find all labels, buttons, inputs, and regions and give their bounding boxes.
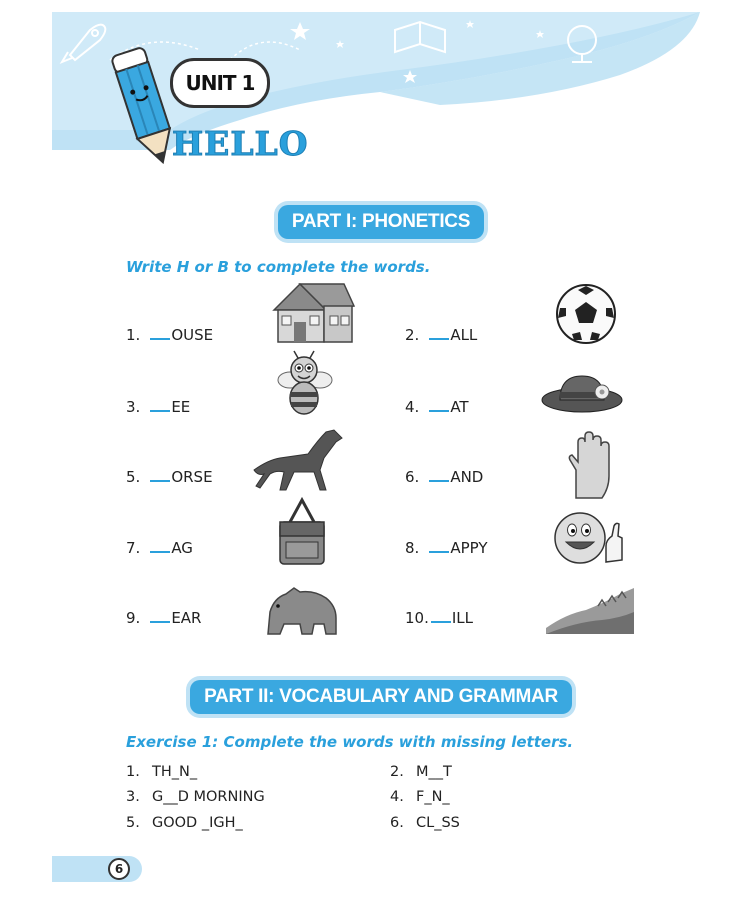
item-word: OUSE bbox=[171, 326, 214, 344]
item-number: 2. bbox=[405, 326, 420, 344]
answer-blank[interactable] bbox=[429, 395, 449, 412]
part2-instruction: Exercise 1: Complete the words with missing letters. bbox=[126, 733, 574, 751]
phonetics-item-3 bbox=[126, 395, 190, 416]
item-word: AND bbox=[450, 468, 484, 486]
header-banner bbox=[0, 0, 747, 200]
vocab-item-6 bbox=[390, 815, 460, 831]
item-number: 7. bbox=[126, 539, 141, 557]
item-word[interactable]: TH_N_ bbox=[152, 764, 198, 780]
item-word: EE bbox=[171, 398, 191, 416]
phonetics-item-10 bbox=[405, 606, 473, 627]
phonetics-item-5 bbox=[126, 465, 213, 486]
item-number: 1. bbox=[126, 764, 140, 780]
item-word: AG bbox=[171, 539, 193, 557]
vocab-item-2 bbox=[390, 764, 452, 780]
happy-face-icon bbox=[552, 510, 624, 566]
vocab-item-5 bbox=[126, 815, 243, 831]
lesson-title: HELLO bbox=[172, 124, 309, 163]
item-word: ALL bbox=[450, 326, 478, 344]
house-icon bbox=[270, 280, 356, 346]
bear-icon bbox=[264, 584, 340, 638]
item-word: AT bbox=[450, 398, 469, 416]
answer-blank[interactable] bbox=[150, 606, 170, 623]
item-number: 3. bbox=[126, 398, 141, 416]
phonetics-item-6 bbox=[405, 465, 483, 486]
item-word: ILL bbox=[451, 609, 473, 627]
phonetics-item-1 bbox=[126, 323, 213, 344]
item-word[interactable]: CL_SS bbox=[416, 815, 460, 831]
item-word: APPY bbox=[450, 539, 488, 557]
hat-icon bbox=[540, 372, 624, 414]
answer-blank[interactable] bbox=[150, 323, 170, 340]
answer-blank[interactable] bbox=[429, 465, 449, 482]
answer-blank[interactable] bbox=[150, 465, 170, 482]
item-number: 2. bbox=[390, 764, 404, 780]
vocab-item-1 bbox=[126, 764, 197, 780]
item-number: 6. bbox=[390, 815, 404, 831]
item-word[interactable]: M__T bbox=[416, 764, 452, 780]
answer-blank[interactable] bbox=[150, 536, 170, 553]
item-number: 5. bbox=[126, 468, 141, 486]
item-word[interactable]: F_N_ bbox=[416, 789, 450, 805]
item-number: 10. bbox=[405, 609, 429, 627]
part1-heading: PART I: PHONETICS bbox=[278, 205, 484, 239]
phonetics-item-2 bbox=[405, 323, 477, 344]
unit-badge: UNIT 1 bbox=[170, 58, 270, 108]
item-number: 9. bbox=[126, 609, 141, 627]
hand-icon bbox=[566, 430, 614, 500]
item-word: ORSE bbox=[171, 468, 213, 486]
horse-icon bbox=[250, 424, 346, 494]
item-number: 3. bbox=[126, 789, 140, 805]
item-number: 4. bbox=[390, 789, 404, 805]
vocab-item-4 bbox=[390, 789, 450, 805]
ball-icon bbox=[554, 282, 618, 346]
phonetics-item-7 bbox=[126, 536, 193, 557]
item-number: 6. bbox=[405, 468, 420, 486]
answer-blank[interactable] bbox=[429, 536, 449, 553]
item-word[interactable]: GOOD _IGH_ bbox=[152, 815, 243, 831]
phonetics-item-8 bbox=[405, 536, 488, 557]
answer-blank[interactable] bbox=[431, 606, 451, 623]
answer-blank[interactable] bbox=[429, 323, 449, 340]
hill-icon bbox=[546, 584, 634, 634]
bag-icon bbox=[276, 496, 328, 568]
vocab-item-3 bbox=[126, 789, 265, 805]
phonetics-item-9 bbox=[126, 606, 201, 627]
item-number: 8. bbox=[405, 539, 420, 557]
answer-blank[interactable] bbox=[150, 395, 170, 412]
item-number: 5. bbox=[126, 815, 140, 831]
item-word[interactable]: G__D MORNING bbox=[152, 789, 265, 805]
item-number: 1. bbox=[126, 326, 141, 344]
item-number: 4. bbox=[405, 398, 420, 416]
item-word: EAR bbox=[171, 609, 202, 627]
page-number: 6 bbox=[108, 858, 130, 880]
bee-icon bbox=[272, 350, 336, 420]
phonetics-item-4 bbox=[405, 395, 469, 416]
part2-heading: PART II: VOCABULARY AND GRAMMAR bbox=[190, 680, 572, 714]
part1-instruction: Write H or B to complete the words. bbox=[126, 258, 431, 276]
